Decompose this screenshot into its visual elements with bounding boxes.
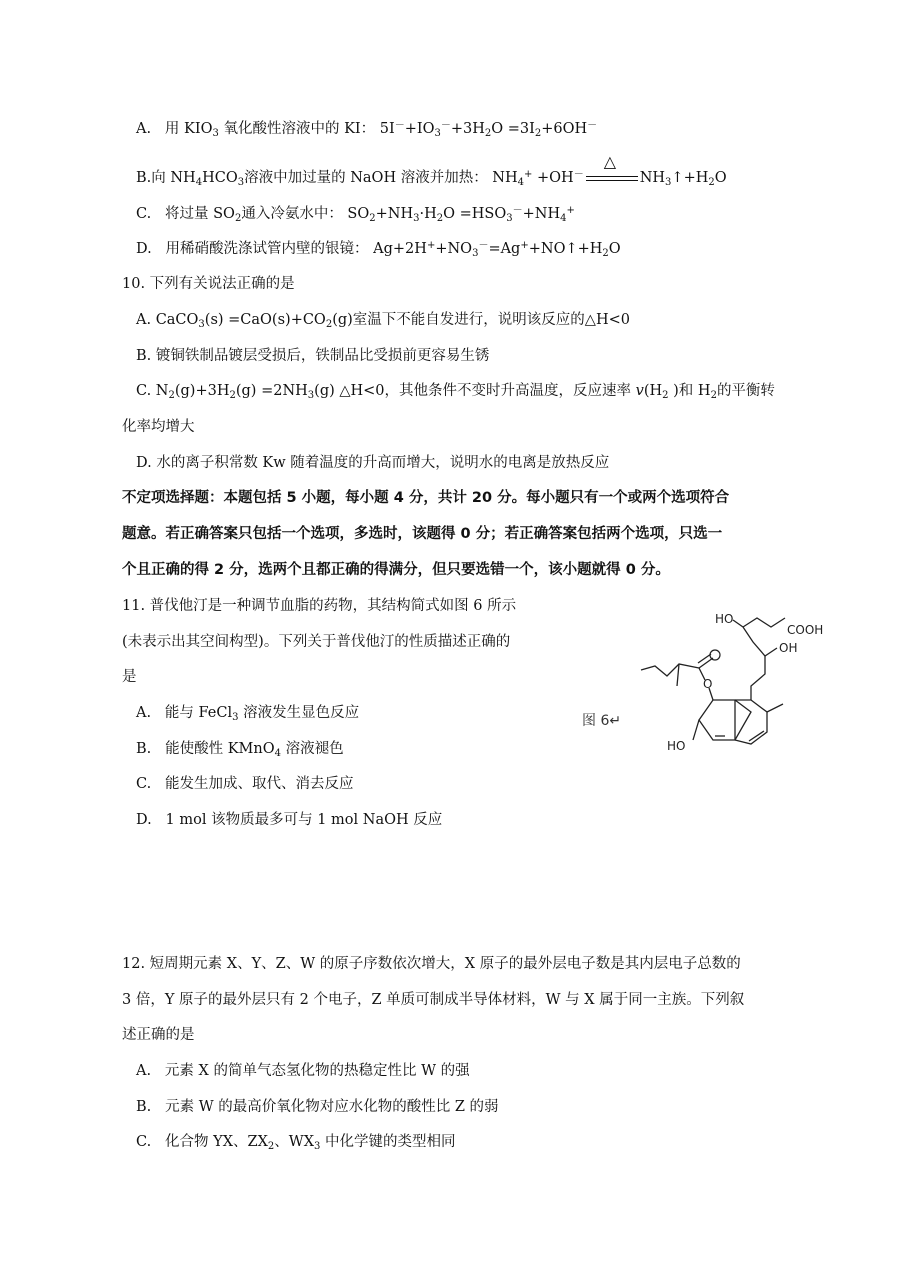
sub: 2 — [708, 177, 715, 188]
q10-option-a — [136, 310, 630, 330]
sub: 2 — [369, 213, 376, 224]
q12-stem-line1: 12. 短周期元素 X、Y、Z、W 的原子序数依次增大，X 原子的最外层电子数是其内层电子总数的 — [122, 956, 741, 972]
text: (g)室温下不能自发进行，说明该反应的△H<0 — [332, 312, 630, 328]
q11-option-d — [136, 810, 442, 830]
option-label: A. — [136, 1063, 152, 1079]
option-label: B. — [136, 170, 152, 186]
bond-lines — [641, 618, 785, 744]
q10-stem: 10. 下列有关说法正确的是 — [122, 276, 295, 292]
sub: 3 — [232, 712, 239, 723]
text: 元素 X 的简单气态氢化物的热稳定性比 W 的强 — [164, 1063, 470, 1079]
sub: 2 — [436, 213, 444, 224]
sub: 2 — [534, 128, 542, 139]
text: ↑+H — [671, 170, 709, 186]
text: O =3I — [491, 121, 535, 137]
sub: 3 — [314, 1141, 321, 1152]
sub: 4 — [560, 213, 567, 224]
text: 元素 W 的最高价氧化物对应水化物的酸性比 Z 的弱 — [165, 1099, 499, 1115]
text: +NO — [435, 241, 473, 257]
text: NH — [639, 170, 666, 186]
text: 溶液褪色 — [280, 741, 344, 757]
q11-stem-line3: 是 — [122, 669, 137, 685]
sub: 2 — [229, 390, 236, 401]
text: 的平衡转 — [716, 383, 775, 399]
sub: 4 — [517, 177, 525, 188]
option-label: A. — [136, 121, 152, 137]
text: (g) =2NH — [235, 383, 308, 399]
label-oh: OH — [779, 641, 798, 655]
sup: － — [478, 240, 489, 251]
text: +NO↑+H — [528, 241, 603, 257]
option-label: C. — [136, 206, 152, 222]
sup: + — [520, 240, 529, 251]
q9-option-d — [136, 239, 621, 259]
delta-symbol: △ — [603, 152, 617, 171]
label-ho-top: HO — [715, 612, 734, 626]
ester-chain — [641, 664, 699, 676]
sub: 3 — [472, 248, 479, 259]
text: +IO — [404, 121, 435, 137]
option-label: C. — [136, 776, 152, 792]
sub: 3 — [434, 128, 441, 139]
option-label: C. — [136, 1134, 152, 1150]
label-ho-bottom: HO — [667, 739, 686, 753]
text: 通入冷氨水中： SO — [241, 206, 370, 222]
sup: + — [566, 205, 575, 216]
q10-option-c — [136, 381, 775, 401]
text: O — [608, 241, 621, 257]
q12-stem-line3: 述正确的是 — [122, 1027, 195, 1043]
sub: 3 — [212, 128, 219, 139]
c-ho-bond — [733, 620, 743, 627]
sup: － — [587, 120, 598, 131]
text: +NH — [522, 206, 561, 222]
carbonyl-oxygen-ring — [710, 650, 720, 660]
q12-option-c — [136, 1132, 456, 1152]
sub: 3 — [506, 213, 513, 224]
text: (g)+3H — [174, 383, 230, 399]
q10-option-c-continued: 化率均增大 — [122, 419, 195, 435]
heat-equals-sign — [584, 152, 640, 188]
section-instruction-line3: 个且正确的得 2 分，选两个且都正确的得满分，但只要选错一个，该小题就得 0 分。 — [122, 562, 670, 578]
sup: － — [573, 169, 584, 180]
sub: 3 — [198, 319, 205, 330]
chain-to-ring — [751, 656, 765, 700]
text: 溶液中加过量的 NaOH 溶液并加热： NH — [244, 170, 518, 186]
text: 1 mol 该物质最多可与 1 mol NaOH 反应 — [165, 812, 443, 828]
text: 、WX — [274, 1134, 315, 1150]
section-instruction-line1: 不定项选择题：本题包括 5 小题，每小题 4 分，共计 20 分。每小题只有一个或两个选项符合 — [122, 490, 730, 506]
sub: 2 — [267, 1141, 275, 1152]
text: (g) △H<0，其他条件不变时升高温度，反应速率 — [314, 383, 636, 399]
sub: 4 — [195, 177, 203, 188]
text: 能与 FeCl — [164, 705, 233, 721]
text: 能发生加成、取代、消去反应 — [165, 776, 354, 792]
equals-line-bottom — [586, 180, 638, 181]
text: 用稀硝酸洗涤试管内壁的银镜： Ag+2H — [165, 241, 427, 257]
option-label: B. — [136, 1099, 152, 1115]
q9-option-c — [136, 204, 575, 224]
sub: 2 — [662, 390, 669, 401]
carbonyl — [699, 658, 713, 668]
option-label: A. — [136, 705, 152, 721]
equals-line-top — [586, 176, 638, 177]
sub: 4 — [274, 748, 281, 759]
text: +3H — [450, 121, 485, 137]
text: O =HSO — [443, 206, 507, 222]
label-o: O — [703, 677, 713, 691]
text: 能使酸性 KMnO — [165, 741, 275, 757]
sup: + — [426, 240, 436, 251]
c-oh-ring — [693, 720, 699, 740]
text: +NH — [375, 206, 414, 222]
left-ring — [699, 700, 751, 740]
text: 将过量 SO — [165, 206, 235, 222]
q11-stem-line1: 11. 普伐他汀是一种调节血脂的药物，其结构简式如图 6 所示 — [122, 598, 517, 614]
italic-v: v — [635, 383, 644, 399]
sub: 2 — [602, 248, 609, 259]
ester-methyl — [677, 664, 679, 686]
text: O — [714, 170, 727, 186]
label-cooh: COOH — [787, 623, 824, 637]
text: =Ag — [488, 241, 521, 257]
q9-option-a — [136, 119, 597, 139]
sub: 3 — [665, 177, 672, 188]
text: 氧化酸性溶液中的 KI： 5I — [218, 121, 395, 137]
methyl — [767, 704, 783, 712]
text: ·H — [419, 206, 437, 222]
text: 用 KIO — [164, 121, 213, 137]
sup: － — [394, 120, 405, 131]
q10-option-d: D. 水的离子积常数 Kw 随着温度的升高而增大，说明水的电离是放热反应 — [136, 455, 610, 471]
text: A. CaCO — [136, 312, 199, 328]
text: 中化学键的类型相同 — [320, 1134, 456, 1150]
sup: － — [512, 205, 523, 216]
option-label: D. — [136, 241, 152, 257]
q12-option-b — [136, 1097, 499, 1117]
q11-stem-line2: (未表示出其空间构型)。下列关于普伐他汀的性质描述正确的 — [122, 634, 511, 650]
sub: 3 — [237, 177, 245, 188]
figure-caption: 图 6↵ — [582, 713, 622, 729]
text: HCO — [202, 170, 238, 186]
chain-down — [743, 627, 777, 656]
sub: 2 — [234, 213, 242, 224]
sub: 3 — [413, 213, 420, 224]
option-label: B. — [136, 741, 152, 757]
sup: － — [440, 120, 451, 131]
text: 向 NH — [151, 170, 196, 186]
sub: 3 — [307, 390, 315, 401]
q10-option-b: B. 镀铜铁制品镀层受损后，铁制品比受损前更容易生锈 — [136, 348, 490, 364]
right-ring — [735, 700, 767, 744]
text: 溶液发生显色反应 — [238, 705, 360, 721]
q11-option-c — [136, 774, 354, 794]
sup: + — [524, 169, 533, 180]
q12-option-a — [136, 1061, 470, 1081]
carbonyl-double — [698, 654, 711, 663]
section-instruction-line2: 题意。若正确答案只包括一个选项，多选时，该题得 0 分；若正确答案包括两个选项，只选一 — [122, 526, 723, 542]
sub: 2 — [325, 319, 333, 330]
structural-formula-figure — [575, 600, 840, 780]
q12-stem-line2: 3 倍，Y 原子的最外层只有 2 个电子，Z 单质可制成半导体材料，W 与 X 属于同一主族。下列叙 — [122, 992, 745, 1008]
text: )和 H — [668, 383, 711, 399]
sub: 2 — [710, 390, 717, 401]
text: 化合物 YX、ZX — [165, 1134, 268, 1150]
sub: 2 — [168, 390, 175, 401]
text: +6OH — [541, 121, 588, 137]
option-label: D. — [136, 812, 152, 828]
q11-option-a — [136, 703, 359, 723]
text: C. N — [136, 383, 169, 399]
sub: 2 — [484, 128, 492, 139]
text: (H — [643, 383, 663, 399]
text: (s) =CaO(s)+CO — [204, 312, 326, 328]
side-chain-bonds — [743, 618, 785, 627]
q9-option-b — [136, 152, 727, 188]
q11-option-b — [136, 739, 344, 759]
text: +OH — [532, 170, 574, 186]
